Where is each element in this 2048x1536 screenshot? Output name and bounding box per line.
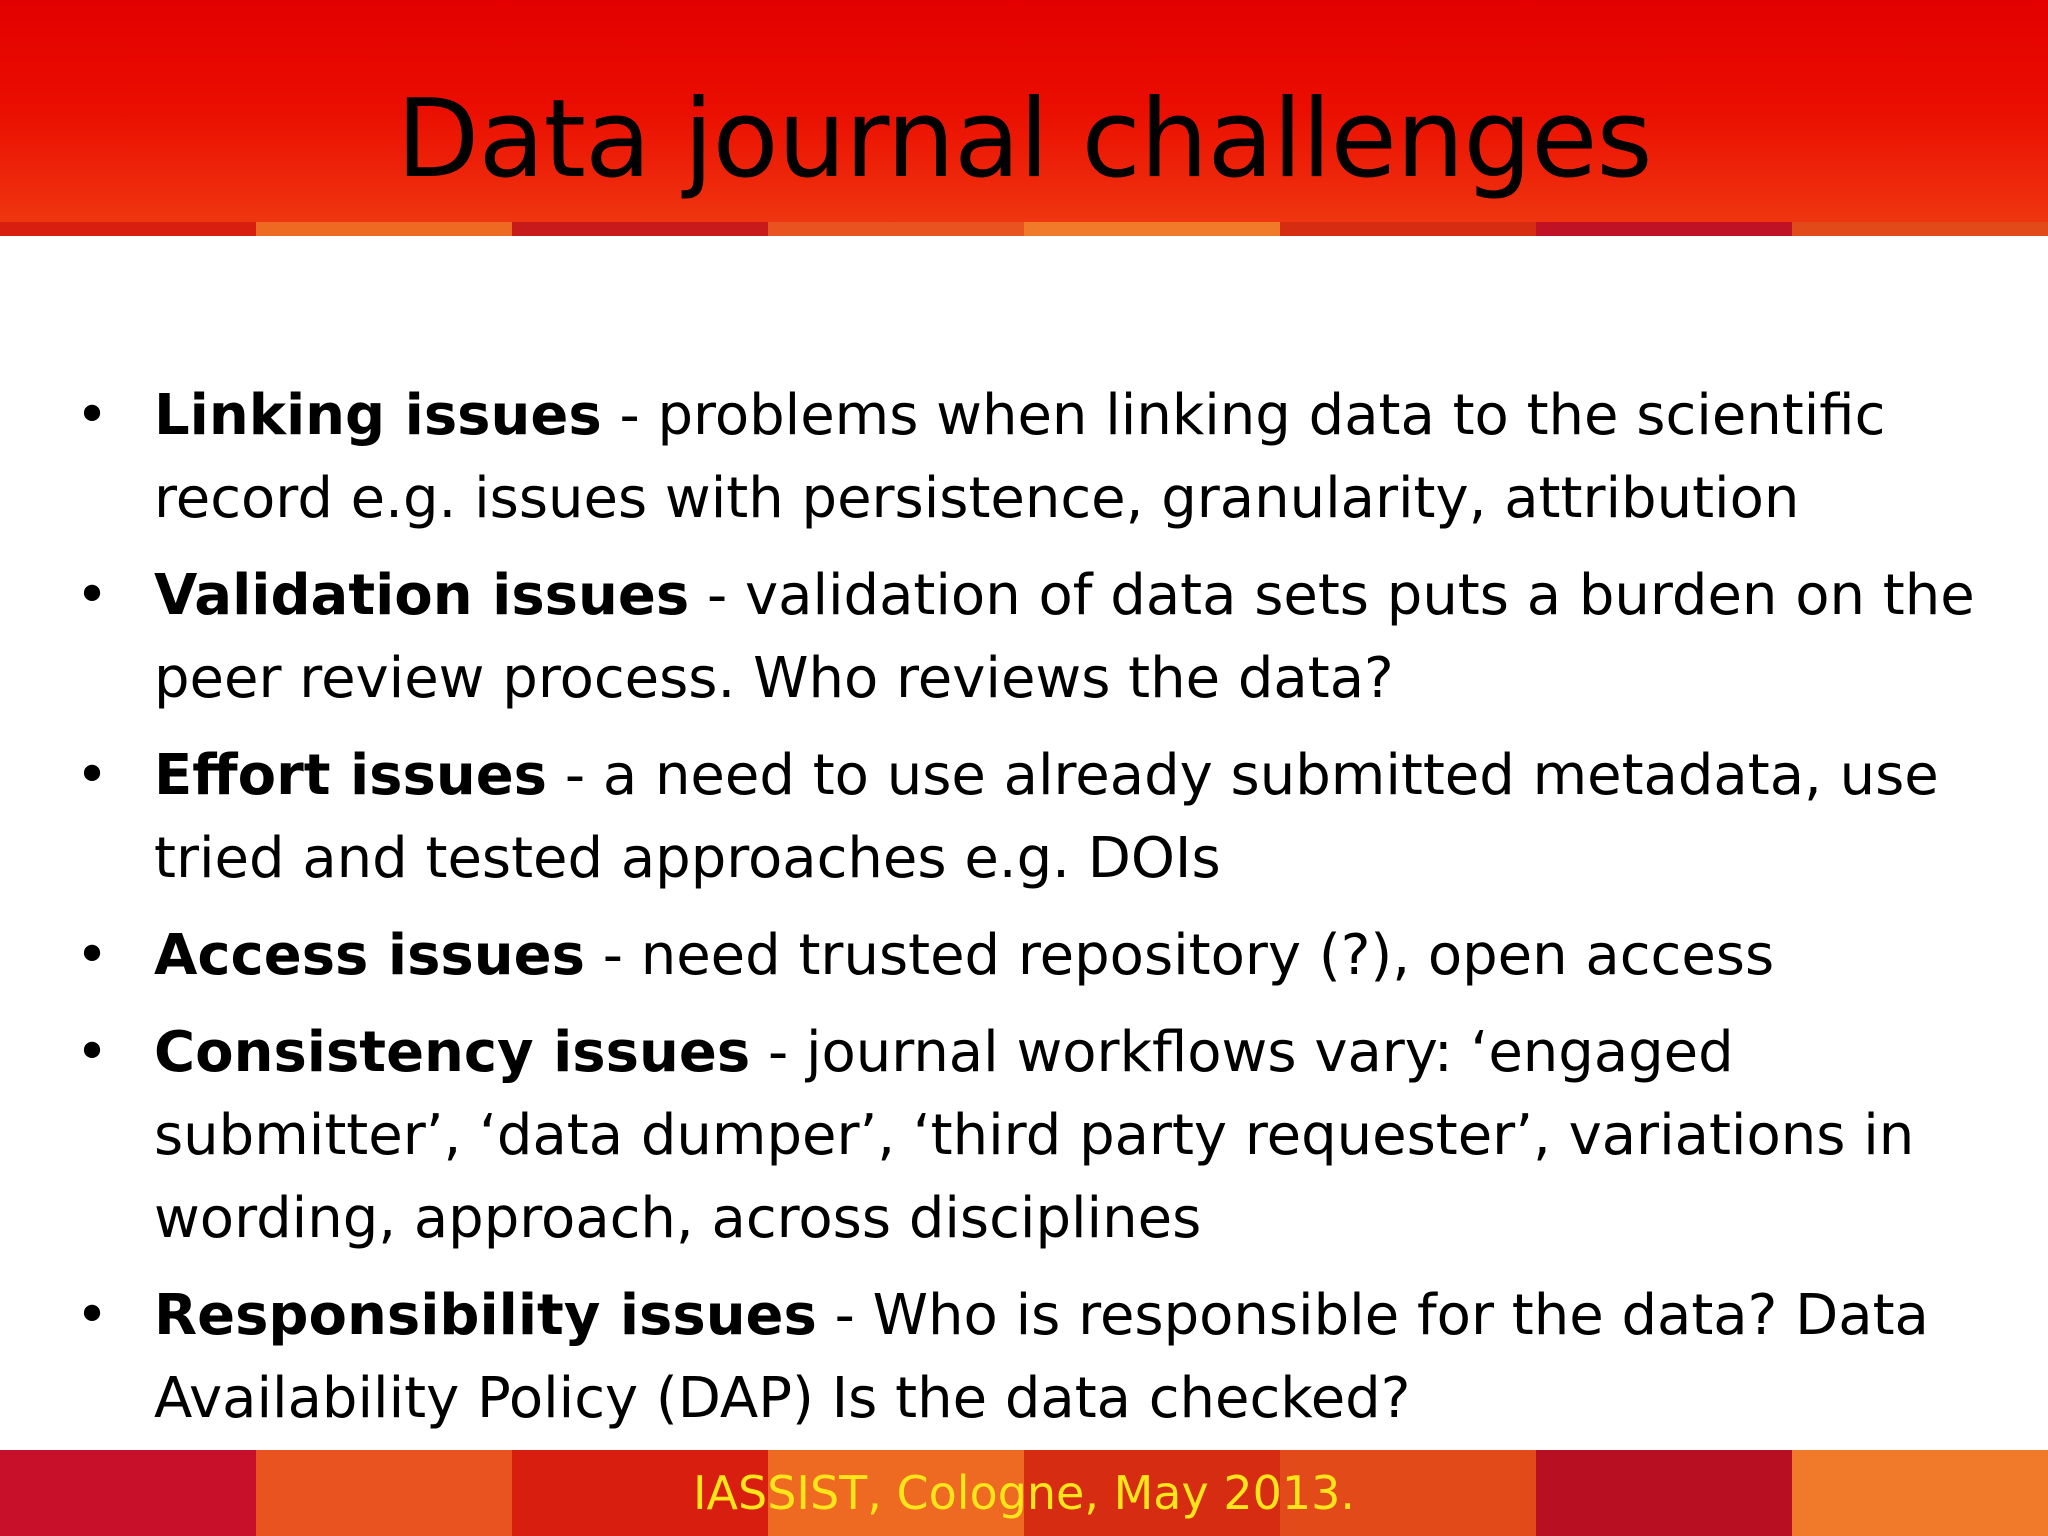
- list-item: [72, 374, 2012, 540]
- footer-caption: IASSIST, Cologne, May 2013.: [692, 1466, 1356, 1520]
- item-term: Consistency issues: [154, 1020, 751, 1085]
- bullet-icon: •: [75, 563, 109, 628]
- list-item: [72, 914, 2012, 997]
- item-text: - validation of data sets puts a burden on the peer review process. Who reviews the data?: [154, 563, 1975, 711]
- item-term: Responsibility issues: [154, 1283, 817, 1348]
- item-text: - journal workflows vary: ‘engaged submitter’, ‘data dumper’, ‘third party requester’, variations in wording, approach, across disciplines: [154, 1020, 1915, 1251]
- stripe: [1536, 222, 1792, 236]
- item-term: Validation issues: [154, 563, 690, 628]
- item-term: Effort issues: [154, 743, 548, 808]
- item-term: Access issues: [154, 923, 585, 988]
- list-item: [72, 554, 2012, 720]
- bullet-icon: •: [75, 743, 109, 808]
- bullet-icon: •: [75, 1283, 109, 1348]
- item-text: - problems when linking data to the scientific record e.g. issues with persistence, granularity, attribution: [154, 383, 1886, 531]
- item-term: Linking issues: [154, 383, 602, 448]
- stripe: [1024, 222, 1280, 236]
- title-banner: [0, 0, 2048, 236]
- bullet-icon: •: [75, 1020, 109, 1085]
- item-text: - Who is responsible for the data? Data Availability Policy (DAP) Is the data checked?: [154, 1283, 1929, 1431]
- footer-banner: [0, 1450, 2048, 1536]
- bullet-icon: •: [75, 383, 109, 448]
- slide-title: Data journal challenges: [396, 77, 1652, 202]
- stripe: [0, 222, 256, 236]
- bullet-list: [72, 374, 2012, 1454]
- stripe: [1792, 222, 2048, 236]
- bullet-icon: •: [75, 923, 109, 988]
- stripe: [1280, 222, 1536, 236]
- list-item: [72, 1274, 2012, 1440]
- stripe: [512, 222, 768, 236]
- list-item: [72, 1011, 2012, 1260]
- header-stripe-band: [0, 222, 2048, 236]
- list-item: [72, 734, 2012, 900]
- item-text: - need trusted repository (?), open access: [584, 923, 1775, 988]
- stripe: [768, 222, 1024, 236]
- item-text: - a need to use already submitted metadata, use tried and tested approaches e.g. DOIs: [154, 743, 1939, 891]
- stripe: [256, 222, 512, 236]
